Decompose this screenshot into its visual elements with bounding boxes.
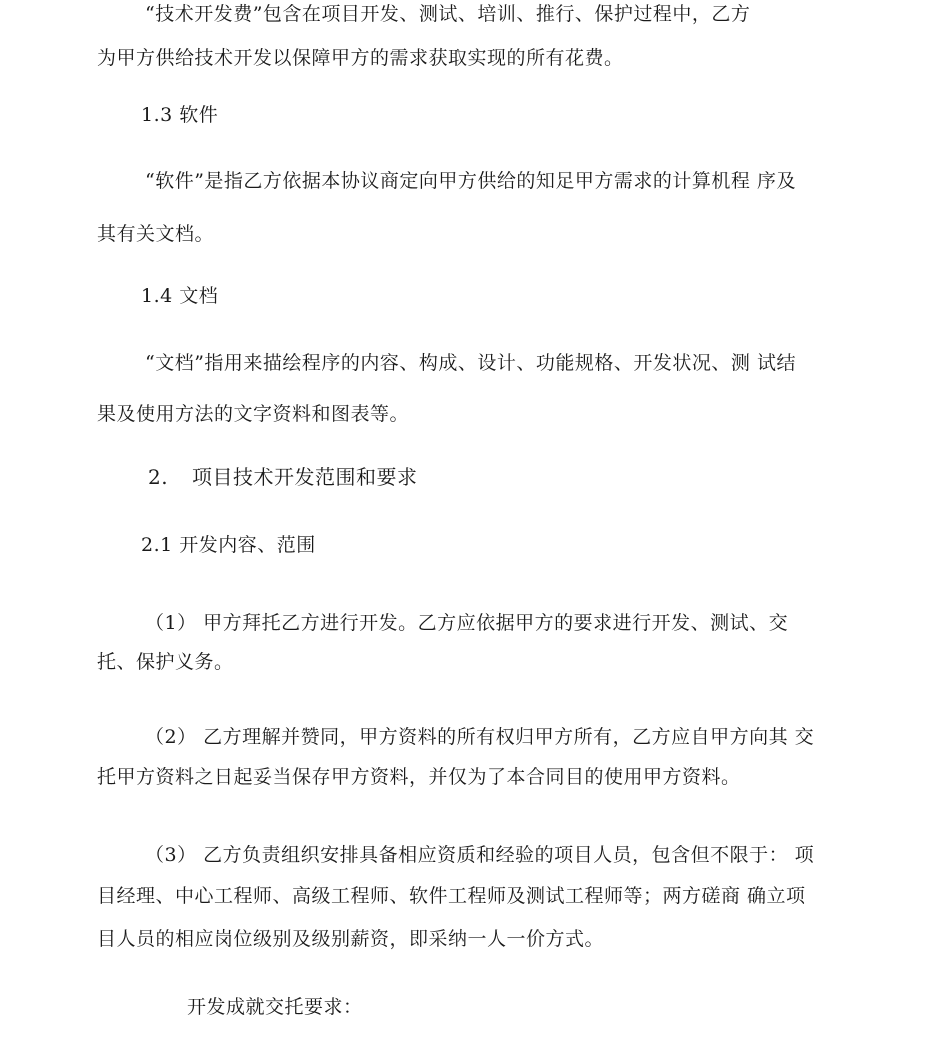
section-heading-2-1: 2.1 开发内容、范围 bbox=[141, 534, 316, 556]
list-item-3-line-1: （3） 乙方负责组织安排具备相应资质和经验的项目人员，包含但不限于： 项 bbox=[145, 844, 815, 866]
list-item-2-line-1: （2） 乙方理解并赞同，甲方资料的所有权归甲方所有，乙方应自甲方向其 交 bbox=[145, 726, 815, 748]
list-item-1-line-1: （1） 甲方拜托乙方进行开发。乙方应依据甲方的要求进行开发、测试、交 bbox=[145, 612, 789, 634]
section-number: 2. bbox=[148, 465, 169, 489]
deliverables-heading: 开发成就交托要求： bbox=[187, 996, 363, 1018]
list-item-2-line-2: 托甲方资料之日起妥当保存甲方资料，并仅为了本合同目的使用甲方资料。 bbox=[97, 766, 741, 788]
paragraph-documentation-line-2: 果及使用方法的文字资料和图表等。 bbox=[97, 403, 410, 425]
section-title: 项目技术开发范围和要求 bbox=[192, 465, 418, 489]
paragraph-dev-fee-line-2: 为甲方供给技术开发以保障甲方的需求获取实现的所有花费。 bbox=[97, 47, 624, 69]
list-item-3-line-3: 目人员的相应岗位级别及级别薪资，即采纳一人一价方式。 bbox=[97, 928, 605, 950]
list-item-1-line-2: 托、保护义务。 bbox=[97, 651, 234, 673]
paragraph-software-line-2: 其有关文档。 bbox=[97, 223, 215, 245]
paragraph-documentation-line-1: “文档”指用来描绘程序的内容、构成、设计、功能规格、开发状况、测 试结 bbox=[145, 352, 796, 374]
section-heading-1-4: 1.4 文档 bbox=[141, 285, 219, 307]
section-heading-1-3: 1.3 软件 bbox=[141, 104, 219, 126]
section-heading-2 bbox=[148, 465, 418, 489]
list-item-3-line-2: 目经理、中心工程师、高级工程师、软件工程师及测试工程师等；两方磋商 确立项 bbox=[97, 885, 806, 907]
paragraph-software-line-1: “软件”是指乙方依据本协议商定向甲方供给的知足甲方需求的计算机程 序及 bbox=[145, 170, 796, 192]
paragraph-dev-fee-line-1: “技术开发费”包含在项目开发、测试、培训、推行、保护过程中，乙方 bbox=[145, 3, 751, 25]
